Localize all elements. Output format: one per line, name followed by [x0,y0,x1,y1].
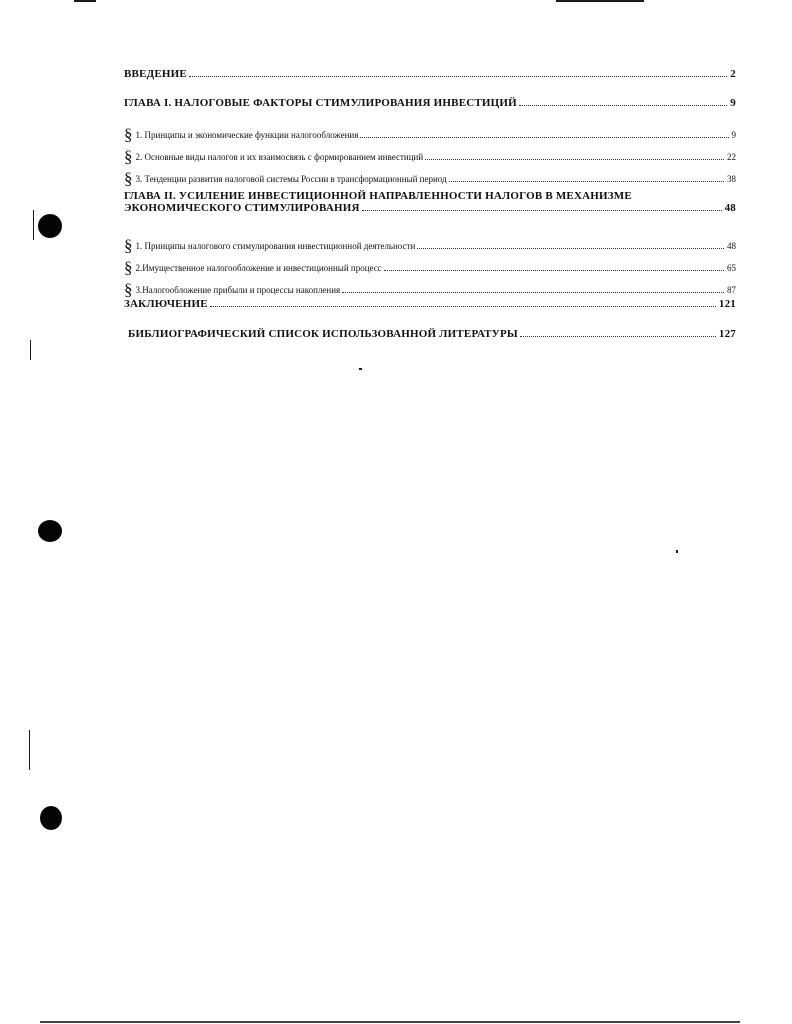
toc-section-2-3[interactable] [124,278,736,298]
toc-section-title: 3.Налогообложение прибыли и процессы накопления [135,285,341,295]
dot-leader [417,248,724,249]
scan-mark-bottom [40,1021,740,1023]
scan-dot-2 [676,550,678,553]
toc-section-title: 1. Принципы и экономические функции налогообложения [135,130,359,140]
toc-section-title: 1. Принципы налогового стимулирования инвестиционной деятельности [135,241,416,251]
toc-section-page: 38 [727,174,736,184]
toc-section-1-1[interactable] [124,123,736,143]
toc-bibliography-page: 127 [718,328,736,340]
toc-chapter-2-page: 48 [724,202,736,214]
toc-section-2-2[interactable] [124,256,736,276]
toc-section-page: 48 [727,241,736,251]
toc-section-page: 87 [727,285,736,295]
punch-hole-middle [38,520,62,542]
scan-mark-top-right [556,0,644,2]
toc-bibliography-title: БИБЛИОГРАФИЧЕСКИЙ СПИСОК ИСПОЛЬЗОВАННОЙ ЛИТЕРАТУРЫ [128,328,518,340]
dot-leader [384,270,724,271]
scan-mark-top-left [74,0,96,2]
toc-section-1-2[interactable] [124,145,736,165]
toc-section-1-3[interactable] [124,167,736,187]
dot-leader [520,336,716,337]
scan-mark-left-edge [33,210,34,240]
section-sign-icon: § [124,236,133,255]
section-sign-icon: § [124,125,133,144]
toc-section-2-1[interactable] [124,234,736,254]
toc-chapter-2-title-line-1: ГЛАВА II. УСИЛЕНИЕ ИНВЕСТИЦИОННОЙ НАПРАВЛЕННОСТИ НАЛОГОВ В МЕХАНИЗМЕ [124,190,632,202]
dot-leader [360,137,728,138]
punch-hole-bottom [40,806,62,830]
toc-chapter-2[interactable] [124,190,736,214]
section-sign-icon: § [124,258,133,277]
toc-section-page: 65 [727,263,736,273]
toc-chapter-1-title: ГЛАВА I. НАЛОГОВЫЕ ФАКТОРЫ СТИМУЛИРОВАНИЯ ИНВЕСТИЦИЙ [124,97,517,109]
dot-leader [342,292,724,293]
scan-mark-left-edge-3 [29,730,30,770]
toc-conclusion-page: 121 [718,298,736,310]
toc-section-title: 3. Тенденции развития налоговой системы России в трансформационный период [135,174,447,184]
toc-conclusion[interactable] [124,298,736,310]
toc-chapter-2-line-2 [124,202,736,214]
dot-leader [189,76,727,77]
toc-intro-page: 2 [730,68,736,80]
toc-chapter-1[interactable] [124,97,736,109]
scan-mark-left-edge-2 [30,340,31,360]
section-sign-icon: § [124,147,133,166]
toc-section-page: 22 [727,152,736,162]
dot-leader [519,105,727,106]
dot-leader [362,210,722,211]
toc-intro-title: ВВЕДЕНИЕ [124,68,187,80]
toc-bibliography[interactable] [128,328,736,340]
toc-conclusion-title: ЗАКЛЮЧЕНИЕ [124,298,208,310]
toc-section-title: 2. Основные виды налогов и их взаимосвязь с формированием инвестиций [135,152,424,162]
dot-leader [449,181,724,182]
dot-leader [425,159,724,160]
toc-section-page: 9 [731,130,736,140]
scan-dot [359,368,362,370]
toc-chapter-2-title-line-2: ЭКОНОМИЧЕСКОГО СТИМУЛИРОВАНИЯ [124,202,360,214]
toc-intro[interactable] [124,68,736,80]
toc-section-title: 2.Имущественное налогообложение и инвестиционный процесс [135,263,382,273]
dot-leader [210,306,716,307]
section-sign-icon: § [124,169,133,188]
punch-hole-top [38,214,62,238]
section-sign-icon: § [124,280,133,299]
toc-chapter-1-page: 9 [730,97,736,109]
